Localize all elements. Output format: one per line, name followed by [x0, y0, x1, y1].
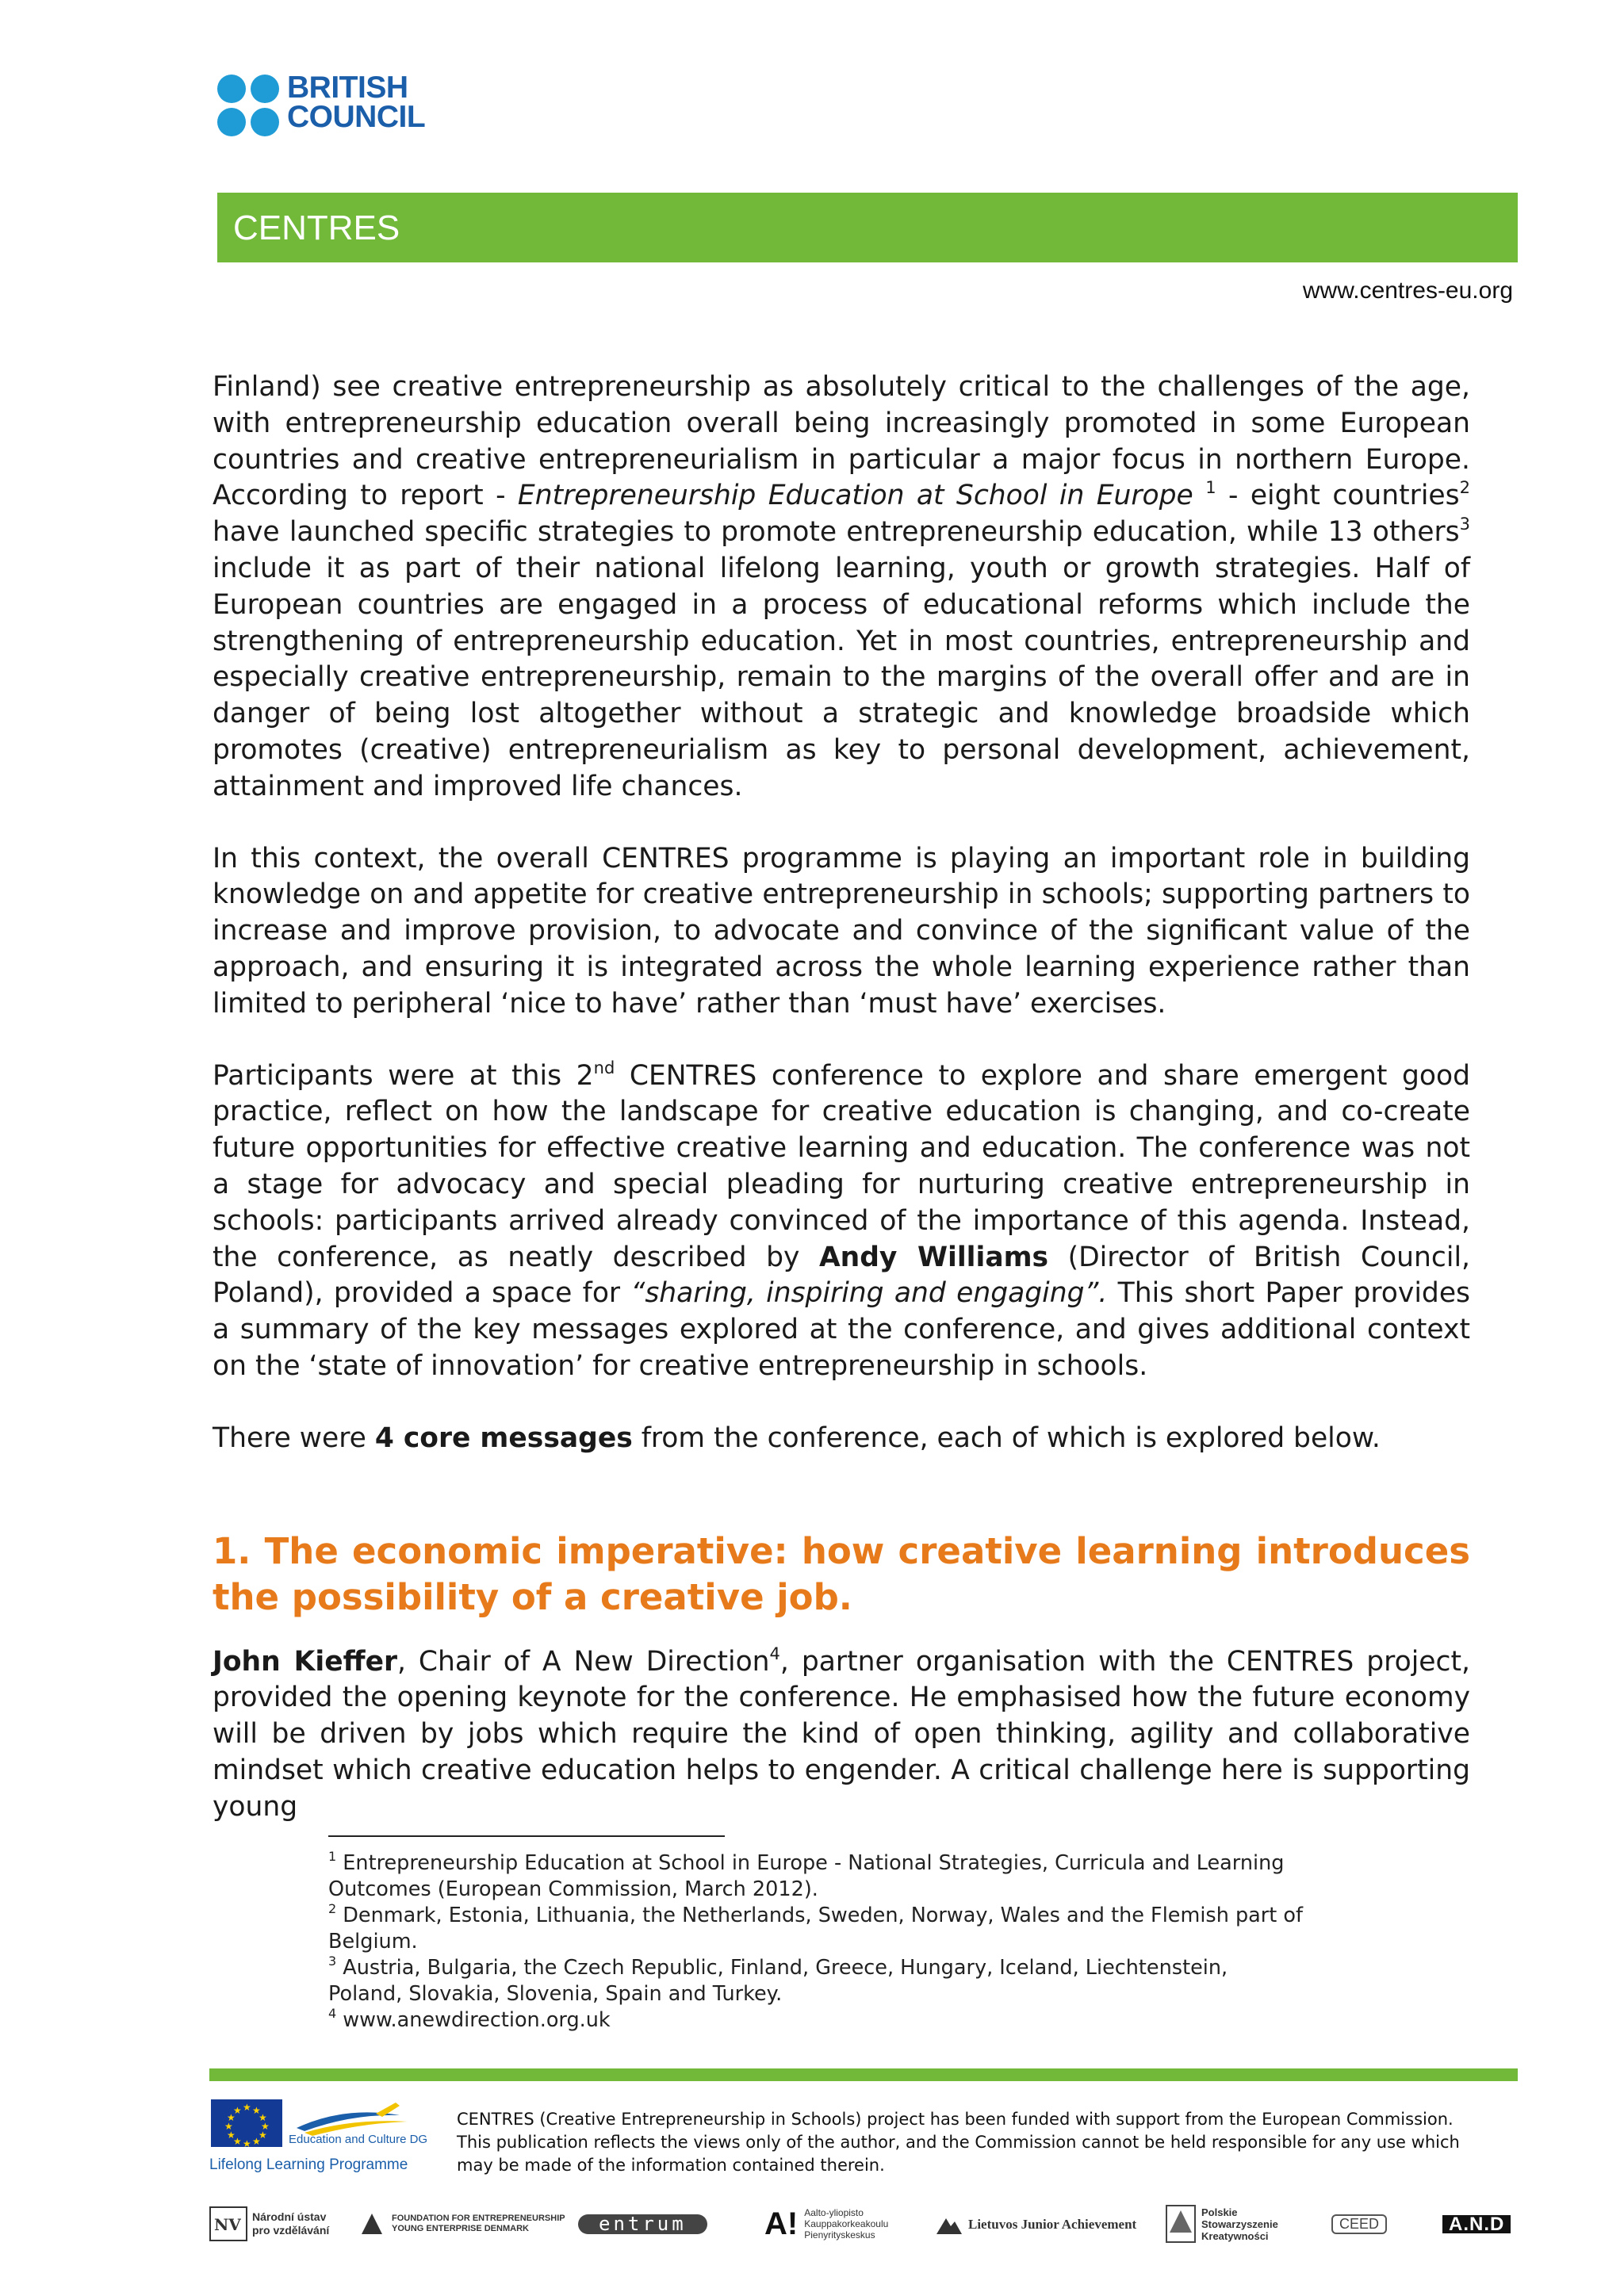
person-name: John Kieffer	[213, 1645, 397, 1678]
mountain-icon	[935, 2212, 963, 2236]
footnote-ref-2[interactable]: 2	[1459, 478, 1471, 498]
svg-text:PSK: PSK	[1170, 2234, 1189, 2243]
footnote-rule	[328, 1835, 725, 1837]
paragraph-3: Participants were at this 2nd CENTRES conference to explore and share emergent good practice, reflect on how the landscape for creative education is changing, and co-create future opportunities for effective creative learning and education. The conference was not a stage for advocacy and special pleading for nurturing creative entrepreneurship in schools: participants arrived already convinced of the importance of this agenda. Instead, the conference, as neatly described by Andy Williams (Director of British Council, Poland), provided a space for “sharing, inspiring and engaging”. This short Paper provides a summary of the key messages explored at the conference, and gives additional context on the ‘state of innovation’ for creative entrepreneurship in schools.	[213, 1058, 1471, 1382]
footnote-ref-1[interactable]: 1	[1205, 478, 1216, 498]
nuv-icon	[209, 2206, 247, 2241]
logo-line2: COUNCIL	[287, 100, 426, 134]
british-council-logo	[217, 70, 439, 141]
footnote-4: $^4$ www.anewdirection.org.uk	[328, 2006, 611, 2032]
footnote-ref-3[interactable]: 3	[1459, 515, 1470, 534]
funding-disclaimer: CENTRES (Creative Entrepreneurship in Schools) project has been funded with support from the European Commission. This publication reflects the views only of the author, and the Commission cannot be held responsible for any use which may be made of the information contained therein.	[457, 2110, 1460, 2175]
fye-logo: FOUNDATION FOR ENTREPRENEURSHIP YOUNG ENTERPRISE DENMARK	[360, 2200, 565, 2248]
logo-dots-icon	[217, 75, 282, 138]
paragraph-2: In this context, the overall CENTRES programme is playing an important role in building knowledge on and appetite for creative entrepreneurship in schools; supporting partners to increase and improve provision, to advocate and convince of the significant value of the approach, and ensuring it is integrated across the whole learning experience rather than limited to peripheral ‘nice to have’ rather than ‘must have’ exercises.	[213, 842, 1470, 1020]
ceed-logo: CEED	[1331, 2200, 1387, 2248]
aalto-logo: A! Aalto-yliopisto Kauppakorkeakoulu Pienyrityskeskus	[764, 2206, 889, 2241]
lja-logo: Lietuvos Junior Achievement	[935, 2200, 1136, 2248]
llp-label: Lifelong Learning Programme	[209, 2156, 408, 2173]
footer-band	[209, 2068, 1518, 2081]
paragraph-5: John Kieffer, Chair of A New Direction$^4$, partner organisation with the CENTRES project, provided the opening keynote for the conference. He emphasised how the future economy will be driven by jobs which require the kind of open thinking, agility and collaborative mindset which creative education helps to engender. A critical challenge here is supporting young	[213, 1644, 1470, 1823]
site-url[interactable]: www.centres-eu.org	[1302, 277, 1513, 304]
paragraph-1: Finland) see creative entrepreneurship as absolutely critical to the challenges of the age, with entrepreneurship education overall being increasingly promoted in some European countries and creative entrepreneurialism in particular a major focus in northern Europe. According to report - Entrepreneurship Education at School in Europe $^1$ - eight countries$^2$ have launched specific strategies to promote entrepreneurship education, while 13 others$^3$ include it as part of their national lifelong learning, youth or growth strategies. Half of European countries are engaged in a process of educational reforms which include the strengthening of entrepreneurship education. Yet in most countries, entrepreneurship and especially creative entrepreneurship, remain to the margins of the overall offer and are in danger of being lost altogether without a strategic and knowledge broadside which promotes (creative) entrepreneurialism as key to personal development, achievement, attainment and improved life chances.	[213, 371, 1471, 802]
report-title: Entrepreneurship Education at School in Europe	[517, 480, 1193, 512]
footnote-2: $^2$ Denmark, Estonia, Lithuania, the Netherlands, Sweden, Norway, Wales and the Flemish part of Belgium.	[328, 1901, 1303, 1954]
psk-icon	[1165, 2204, 1197, 2244]
nuv-logo: NV Národní ústav pro vzdělávání	[209, 2200, 329, 2248]
triangle-icon	[360, 2212, 384, 2236]
band-title: CENTRES	[233, 209, 400, 247]
footnote-1: $^1$ Entrepreneurship Education at School in Europe - National Strategies, Curricula and Learning Outcomes (European Commission, March 2012).	[328, 1849, 1285, 1901]
and-logo: A.N.D	[1442, 2200, 1511, 2248]
footnotes	[328, 1850, 1327, 2034]
main-content	[213, 369, 1470, 1862]
quote: “sharing, inspiring and engaging”.	[630, 1277, 1108, 1310]
person-name: Andy Williams	[818, 1241, 1049, 1273]
title-band	[217, 193, 1518, 262]
paragraph-4: There were 4 core messages from the conference, each of which is explored below.	[213, 1422, 1381, 1454]
section-heading: 1. The economic imperative: how creative learning introduces the possibility of a creative job.	[213, 1529, 1470, 1618]
footnote-3: $^3$ Austria, Bulgaria, the Czech Republic, Finland, Greece, Hungary, Iceland, Liechtenstein, Poland, Slovakia, Slovenia, Spain and Turkey.	[328, 1954, 1228, 2006]
footnote-ref-4[interactable]: 4	[769, 1644, 780, 1663]
eac-label: Education and Culture DG	[289, 2133, 428, 2146]
partner-logos	[209, 2200, 1518, 2256]
svg-text:NV: NV	[214, 2215, 241, 2234]
eu-flag-icon: ★ ★ ★ ★ ★ ★ ★ ★ ★ ★ ★ ★	[211, 2099, 282, 2147]
psk-logo: PSK Polskie Stowarzyszenie Kreatywności	[1165, 2200, 1278, 2248]
logo-line1: BRITISH	[287, 71, 408, 105]
entrum-logo: entrum	[578, 2200, 707, 2248]
